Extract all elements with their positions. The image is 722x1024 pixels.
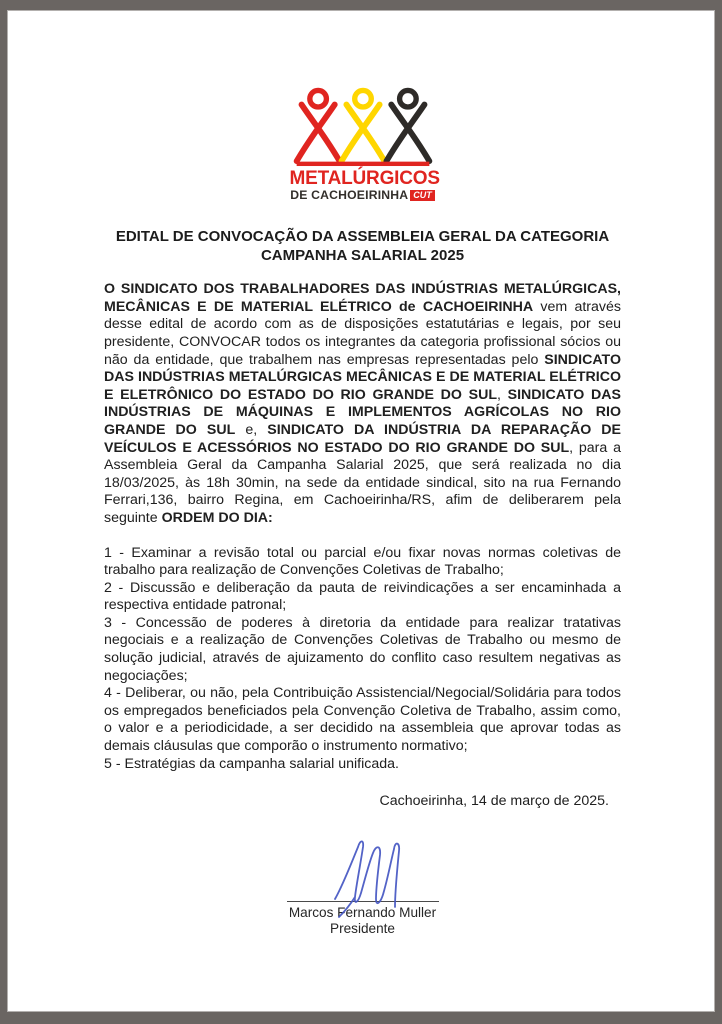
document-page [7, 10, 715, 1012]
logo-subtitle: DE CACHOEIRINHA [290, 188, 409, 203]
document-title-line2: CAMPANHA SALARIAL 2025 [260, 246, 465, 264]
cut-badge: CUT [410, 190, 435, 201]
paragraph-segment: ORDEM DO DIA: [161, 509, 273, 526]
paragraph-segment: O SINDICATO DOS TRABALHADORES DAS INDÚSTRIAS METALÚRGICAS, MECÂNICAS E DE MATERIAL ELÉTRICO de CACHOEIRINHA [104, 281, 621, 315]
logo-figures-icon [293, 87, 433, 167]
agenda-list [104, 545, 621, 774]
paragraph-segment: vem através desse edital de acordo com as de disposições estatutárias e legais, por seu presidente, CONVOCAR todos os integrantes da categoria profissional sócios ou não da entidade, que trabalhem nas empresas representadas pelo [104, 298, 621, 368]
signature-space [287, 845, 439, 901]
convocation-paragraph [104, 281, 621, 527]
signatory-name: Marcos Fernando Muller [288, 904, 437, 920]
agenda-item: 2 - Discussão e deliberação da pauta de reivindicações a ser encaminhada a respectiva entidade patronal; [104, 579, 621, 614]
signature-block [287, 845, 439, 937]
union-logo [289, 87, 440, 203]
signature-line [287, 901, 439, 902]
paragraph-segment: SINDICATO DA INDÚSTRIA DA REPARAÇÃO DE VEÍCULOS E ACESSÓRIOS NO ESTADO DO RIO GRANDE DO SUL [104, 421, 621, 456]
agenda-item: 5 - Estratégias da campanha salarial unificada. [104, 755, 399, 772]
document-content [8, 87, 714, 937]
document-title-line1: EDITAL DE CONVOCAÇÃO DA ASSEMBLEIA GERAL DA CATEGORIA [115, 228, 610, 246]
date-line: Cachoeirinha, 14 de março de 2025. [379, 793, 609, 810]
logo-wordmark: METALÚRGICOS [289, 168, 440, 189]
agenda-item: 3 - Concessão de poderes à diretoria da entidade para realizar tratativas negociais e a realização de Convenções Coletivas de Trabalho ou mesmo de solução judicial, através de ajuizamento do conflito caso resultem negativas as negociações; [104, 614, 621, 684]
agenda-item: 1 - Examinar a revisão total ou parcial e/ou fixar novas normas coletivas de trabalho para realização de Convenções Coletivas de Trabalho; [104, 544, 621, 579]
document-title [104, 228, 621, 265]
paragraph-segment: SINDICATO DAS INDÚSTRIAS DE MÁQUINAS E IMPLEMENTOS AGRÍCOLAS NO RIO GRANDE DO SUL [104, 386, 621, 438]
logo-subtitle-row [290, 189, 436, 202]
paragraph-segment: , para a Assembleia Geral da Campanha Salarial 2025, que será realizada no dia 18/03/2025, às 18h 30min, na sede da entidade sindical, sito na rua Fernando Ferrari,136, bairro Regina, em Cachoeirinha/RS, afim de deliberarem pela seguinte [104, 439, 621, 526]
paragraph-segment: , [496, 386, 508, 403]
agenda-item: 4 - Deliberar, ou não, pela Contribuição Assistencial/Negocial/Solidária para todos os empregados beneficiados pela Convenção Coletiva de Trabalho, assim como, o valor e a periodicidade, a ser decidido na assembleia que aprovar todas as demais cláusulas que comporão o instrumento normativo; [104, 685, 621, 755]
signatory-role: Presidente [330, 920, 395, 936]
paragraph-segment: SINDICATO DAS INDÚSTRIAS METALÚRGICAS MECÂNICAS E DE MATERIAL ELÉTRICO E ELETRÔNICO DO ESTADO DO RIO GRANDE DO SUL [104, 351, 621, 403]
logo-baseline-bar [296, 162, 429, 166]
paragraph-segment: e, [235, 421, 268, 438]
